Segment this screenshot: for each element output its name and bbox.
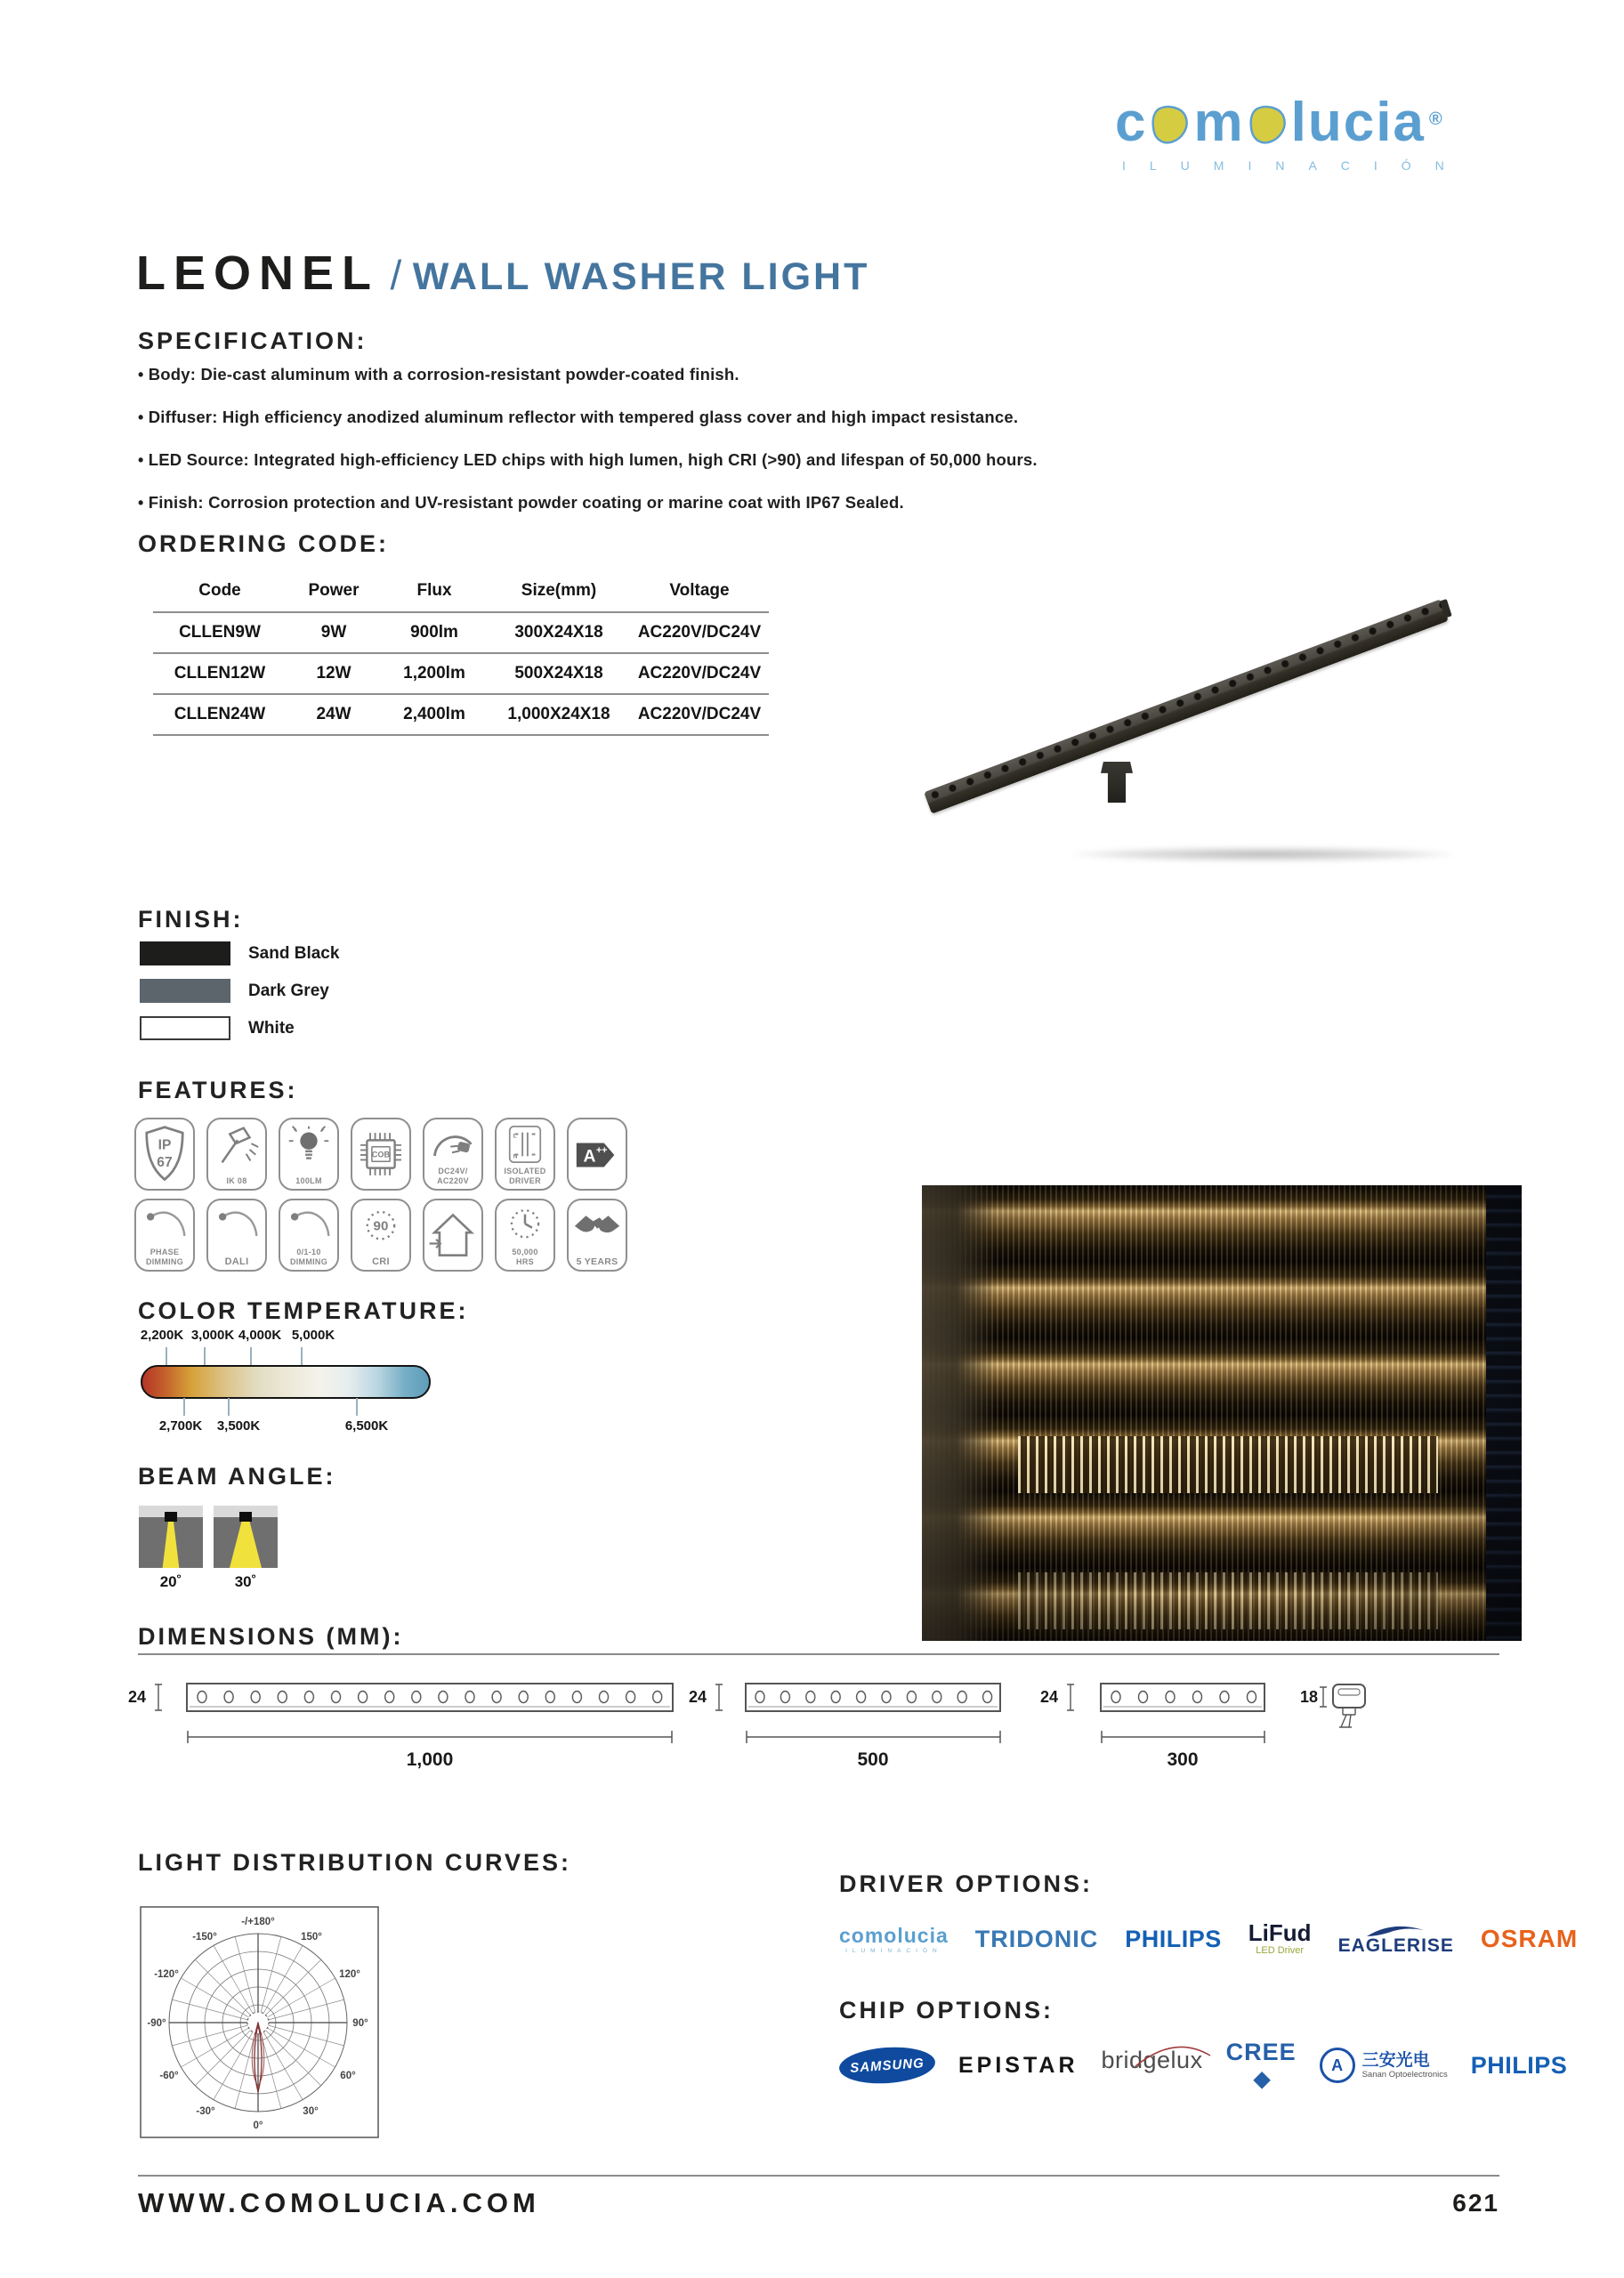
footer-rule (138, 2175, 1499, 2177)
photo-vignette (922, 1185, 1522, 1641)
lifud-subtitle: LED Driver (1256, 1945, 1305, 1956)
finish-label: Dark Grey (248, 981, 329, 1000)
feature-label: PHASE (149, 1248, 180, 1256)
brand-subtitle: ILUMINACIÓN (1122, 158, 1468, 173)
color-temperature-gradient-bar (141, 1365, 431, 1399)
side-height-label: 18 (1300, 1688, 1319, 1706)
cell-size: 300X24X18 (488, 612, 630, 653)
feature-dali (206, 1199, 267, 1272)
cob-text: COB (371, 1150, 391, 1159)
mini-subtitle: ILUMINACIÓN (845, 1947, 942, 1954)
polar-distribution-chart (140, 1906, 379, 2138)
fixture-dot (165, 1512, 177, 1522)
finish-option (140, 1016, 295, 1040)
logo-philips: PHILIPS (1125, 1925, 1222, 1952)
plug-icon (428, 1124, 478, 1161)
isolated-driver-icon (503, 1124, 547, 1165)
line-mark: L (513, 1133, 517, 1140)
cri-badge-icon (357, 1205, 405, 1249)
polar-label: 120° (339, 1969, 360, 1980)
footer-website: WWW.COMOLUCIA.COM (138, 2187, 540, 2218)
height-label: 24 (128, 1688, 147, 1706)
sanan-name: 三安光电 (1361, 2050, 1430, 2070)
feature-label: AC220V (437, 1175, 469, 1185)
beam-icon-30 (214, 1506, 278, 1568)
table-row (153, 694, 769, 735)
feature-100lm (279, 1118, 339, 1191)
length-label: 1,000 (406, 1749, 454, 1770)
distribution-heading: LIGHT DISTRIBUTION CURVES: (138, 1849, 572, 1876)
energy-label-icon (571, 1135, 623, 1175)
cell-flux: 1,200lm (381, 653, 488, 694)
spec-item: • LED Source: Integrated high-efficiency LED chips with high lumen, high CRI (>90) and lifespan of 50,000 hours. (138, 450, 1250, 470)
product-mounting-bracket (1101, 762, 1133, 803)
height-label: 24 (689, 1688, 707, 1706)
dimensions-heading: DIMENSIONS (MM): (138, 1623, 404, 1650)
registered-mark: ® (1428, 109, 1444, 129)
cree-name: CREE (1225, 2039, 1297, 2065)
application-photo-building-facade (922, 1185, 1522, 1641)
ct-tick (228, 1398, 230, 1416)
ct-label-4000k: 4,000K (238, 1328, 282, 1343)
feature-indoor-use (423, 1199, 483, 1272)
clock-icon (501, 1205, 549, 1246)
ordering-table (153, 574, 769, 736)
ct-tick (183, 1398, 185, 1416)
mini-wordmark: comolucia (839, 1923, 949, 1947)
logo-osram: OSRAM (1480, 1925, 1579, 1952)
features-row-1 (134, 1118, 627, 1191)
feature-lifespan (495, 1199, 555, 1272)
ct-label-6500k: 6,500K (344, 1418, 389, 1434)
fixture-dot (239, 1512, 252, 1522)
ct-label-2700k: 2,700K (158, 1418, 203, 1434)
hammer-icon (211, 1124, 263, 1168)
energy-letter: A (583, 1147, 596, 1167)
dimension-drawing-500 (685, 1676, 1041, 1776)
feature-label: 100LM (295, 1175, 322, 1185)
cell-code: CLLEN24W (153, 694, 287, 735)
logo-philips: PHILIPS (1470, 2051, 1568, 2079)
cell-code: CLLEN9W (153, 612, 287, 653)
dimming-dial-icon (140, 1205, 190, 1240)
swatch-sand-black (140, 941, 230, 965)
features-heading: FEATURES: (138, 1077, 298, 1103)
sanan-badge-icon: A (1320, 2048, 1355, 2083)
cell-flux: 900lm (381, 612, 488, 653)
feature-label: 0/1-10 (296, 1248, 321, 1256)
shield-icon (139, 1124, 190, 1184)
cell-voltage: AC220V/DC24V (630, 612, 769, 653)
dimensions-rule (138, 1653, 1499, 1655)
lifud-name: LiFud (1248, 1919, 1312, 1946)
spec-item: • Body: Die-cast aluminum with a corrosion-resistant powder-coated finish. (138, 365, 1250, 384)
cri-value: 90 (373, 1218, 389, 1234)
col-header: Flux (381, 574, 488, 612)
logo-epistar: EPISTAR (958, 2052, 1079, 2078)
feature-cob (351, 1118, 411, 1191)
page-title (136, 246, 869, 301)
ct-label-3000k: 3,000K (190, 1328, 235, 1343)
cree-diamond-icon: ◆ (1253, 2067, 1272, 2091)
neutral-mark: N (513, 1153, 518, 1160)
cell-power: 12W (287, 653, 381, 694)
finish-label: White (248, 1018, 295, 1038)
beam-angle-heading: BEAM ANGLE: (138, 1463, 336, 1490)
finish-option (140, 941, 339, 965)
feature-label: DIMMING (289, 1256, 328, 1266)
cell-power: 9W (287, 612, 381, 653)
cell-flux: 2,400lm (381, 694, 488, 735)
feature-label: DC24V/ (438, 1167, 468, 1175)
cell-power: 24W (287, 694, 381, 735)
wordmark-letter: m (1193, 92, 1245, 153)
feature-0-1-10-dimming (279, 1199, 339, 1272)
finish-label: Sand Black (248, 943, 340, 963)
end-profile (1333, 1684, 1365, 1708)
driver-logos-row (839, 1911, 1579, 1967)
feature-label: 5 YEARS (576, 1256, 618, 1267)
polar-label: -90° (147, 2018, 166, 2029)
product-image-wall-washer-bar (924, 599, 1449, 813)
footer-page-number: 621 (1452, 2189, 1499, 2217)
col-header: Code (153, 574, 287, 612)
feature-energy-class (567, 1118, 627, 1191)
ct-tick (204, 1347, 206, 1365)
beam-cone (139, 1521, 203, 1568)
logo-eaglerise (1338, 1924, 1454, 1954)
cell-voltage: AC220V/DC24V (630, 694, 769, 735)
logo-sanan (1320, 2048, 1448, 2083)
ct-tick (356, 1398, 358, 1416)
feature-isolated-driver (495, 1118, 555, 1191)
product-name: LEONEL (136, 246, 380, 300)
feature-cri (351, 1199, 411, 1272)
ct-tick (166, 1347, 167, 1365)
swatch-dark-grey (140, 979, 230, 1003)
bridgelux-name: bridgelux (1101, 2046, 1203, 2073)
feature-ip67 (134, 1118, 195, 1191)
product-shadow (1072, 847, 1455, 861)
logo-cree (1226, 2039, 1297, 2092)
house-icon (427, 1207, 479, 1265)
polar-label: -60° (159, 2071, 179, 2081)
swatch-white (140, 1016, 230, 1040)
title-separator: / (390, 252, 402, 298)
polar-label: 60° (340, 2071, 356, 2081)
spec-item: • Finish: Corrosion protection and UV-resistant powder coating or marine coat with IP67 Sealed. (138, 493, 1250, 513)
ct-tick (301, 1347, 303, 1365)
ip-rating-text: 67 (157, 1154, 173, 1170)
beam-angle-30-label: 30˚ (234, 1573, 257, 1590)
table-header-row (153, 574, 769, 612)
logo-bridgelux (1101, 2046, 1203, 2074)
features-row-2 (134, 1199, 627, 1272)
wordmark-letter: lucia (1290, 92, 1426, 153)
ct-tick (250, 1347, 252, 1365)
ct-label-5000k: 5,000K (291, 1328, 335, 1343)
feature-label: DALI (224, 1256, 249, 1267)
feature-label: DIMMING (145, 1256, 184, 1266)
feature-label: DRIVER (509, 1175, 541, 1185)
pick-icon (1150, 104, 1191, 147)
driver-options-heading: DRIVER OPTIONS: (839, 1870, 1094, 1897)
feature-voltage (423, 1118, 483, 1191)
product-category: WALL WASHER LIGHT (412, 255, 870, 298)
polar-label: 30° (303, 2106, 319, 2117)
feature-label: 50,000 (512, 1248, 538, 1256)
cell-size: 1,000X24X18 (488, 694, 630, 735)
dimming-dial-icon (212, 1205, 262, 1240)
feature-warranty (567, 1199, 627, 1272)
polar-label: 150° (301, 1932, 322, 1943)
polar-label: -30° (196, 2106, 215, 2117)
feature-ik08 (206, 1118, 267, 1191)
dimension-drawing-1000 (125, 1676, 694, 1776)
feature-phase-dimming (134, 1199, 195, 1272)
finish-option (140, 979, 329, 1003)
bulb-icon (283, 1124, 335, 1168)
length-label: 300 (1167, 1749, 1199, 1770)
logo-lifud (1248, 1919, 1312, 1956)
color-temperature-heading: COLOR TEMPERATURE: (138, 1297, 469, 1324)
samsung-name: SAMSUNG (849, 2055, 925, 2076)
cell-code: CLLEN12W (153, 653, 287, 694)
bridgelux-arc-icon (1132, 2043, 1214, 2068)
dimension-drawing-300-and-side (1037, 1676, 1419, 1776)
polar-label: -150° (192, 1932, 217, 1943)
feature-label: IK 08 (226, 1175, 247, 1185)
dimming-dial-icon (284, 1205, 334, 1240)
ordering-code-heading: ORDERING CODE: (138, 530, 390, 557)
polar-label: -/+180° (241, 1917, 275, 1927)
beam-cone (214, 1521, 278, 1568)
ct-label-2200k: 2,200K (140, 1328, 184, 1343)
specification-list (138, 365, 1250, 536)
polar-label: 0° (253, 2120, 263, 2131)
handshake-icon (571, 1205, 623, 1242)
logo-samsung (839, 2048, 935, 2083)
cob-chip-icon (355, 1124, 407, 1184)
polar-label: -120° (154, 1969, 179, 1980)
col-header: Voltage (630, 574, 769, 612)
energy-plus: ++ (596, 1144, 608, 1156)
ct-label-3500k: 3,500K (216, 1418, 261, 1434)
logo-tridonic: TRIDONIC (974, 1925, 1099, 1952)
cell-size: 500X24X18 (488, 653, 630, 694)
chip-options-heading: CHIP OPTIONS: (839, 1997, 1054, 2024)
length-label: 500 (857, 1749, 889, 1770)
table-row (153, 612, 769, 653)
wordmark-letter: c (1115, 92, 1148, 153)
feature-label: CRI (372, 1256, 390, 1267)
beam-icon-20 (139, 1506, 203, 1568)
beam-angle-20-label: 20˚ (159, 1573, 182, 1590)
specification-heading: SPECIFICATION: (138, 327, 368, 354)
col-header: Power (287, 574, 381, 612)
logo-comolucia (839, 1925, 949, 1954)
finish-heading: FINISH: (138, 906, 244, 933)
feature-label: ISOLATED (504, 1167, 546, 1175)
pick-icon (1248, 104, 1289, 147)
sanan-subtitle: Sanan Optoelectronics (1361, 2069, 1448, 2080)
spec-item: • Diffuser: High efficiency anodized aluminum reflector with tempered glass cover and high impact resistance. (138, 408, 1250, 427)
col-header: Size(mm) (488, 574, 630, 612)
polar-label: 90° (352, 2018, 368, 2029)
eaglerise-name: EAGLERISE (1337, 1935, 1454, 1956)
feature-label: HRS (516, 1256, 534, 1266)
height-label: 24 (1040, 1688, 1059, 1706)
table-row (153, 653, 769, 694)
cell-voltage: AC220V/DC24V (630, 653, 769, 694)
brand-logo (1115, 94, 1542, 173)
brand-wordmark (1115, 94, 1542, 151)
chip-logos-row (839, 2039, 1568, 2091)
ip-text: IP (158, 1137, 172, 1153)
